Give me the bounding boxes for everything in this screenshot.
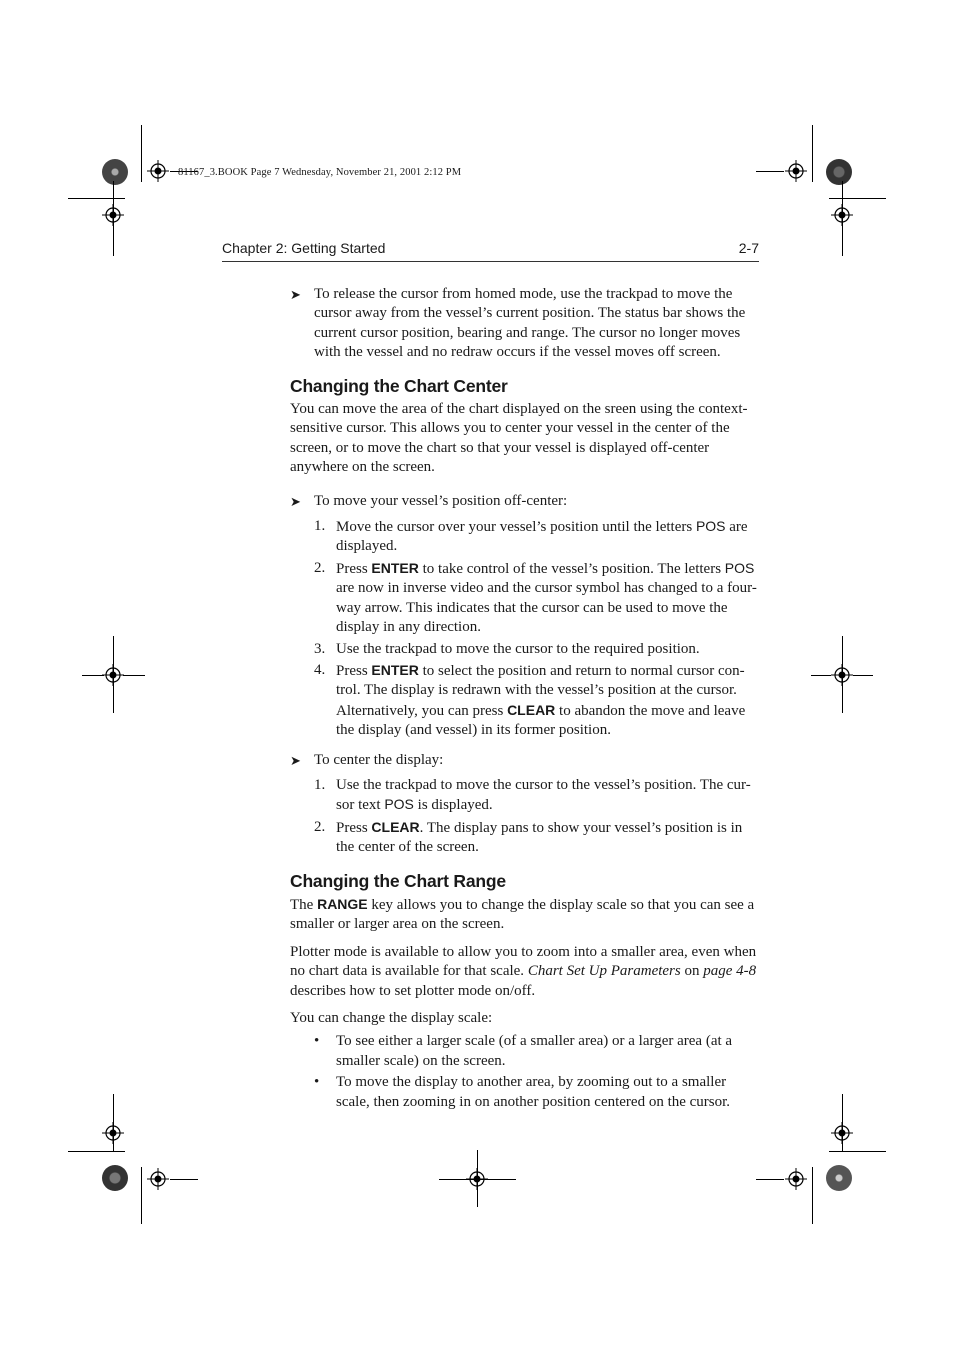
crop-mark xyxy=(812,125,813,182)
crop-mark xyxy=(811,675,831,676)
step-text: to abandon the move and leave the display (and vessel) in its former position. xyxy=(336,702,746,739)
list-item xyxy=(314,776,760,816)
body-paragraph: You can change the display scale: xyxy=(290,1010,493,1026)
key-name: CLEAR xyxy=(371,818,420,835)
crop-mark xyxy=(113,1094,114,1151)
crop-mark xyxy=(170,1179,198,1180)
list-item xyxy=(314,661,760,741)
crop-mark xyxy=(113,181,114,256)
step-text: is displayed. xyxy=(413,797,493,814)
screen-text: POS xyxy=(724,559,755,576)
list-number: 2. xyxy=(314,559,326,576)
crop-mark xyxy=(68,1151,125,1152)
registration-mark-icon xyxy=(785,160,807,182)
key-name: ENTER xyxy=(371,559,419,576)
paragraph-text: Plotter mode is available to allow you to zoom into a smaller area, even when no chart data is available for that scale. xyxy=(290,943,757,980)
step-text: Press xyxy=(336,560,372,577)
section-heading: Changing the Chart Center xyxy=(290,375,508,396)
print-slug: 81167_3.BOOK Page 7 Wednesday, November 21, 2001 2:12 PM xyxy=(178,167,462,178)
color-bar-disk-icon xyxy=(102,1165,128,1191)
step-text: are displayed. xyxy=(336,519,748,555)
procedure-title-text: To center the display: xyxy=(314,751,444,768)
step-text: Press xyxy=(336,819,372,836)
list-item xyxy=(314,517,760,557)
list-item xyxy=(314,559,760,638)
crop-mark xyxy=(756,1179,784,1180)
page-number: 2-7 xyxy=(738,240,759,256)
procedure-title xyxy=(290,492,760,511)
key-name: CLEAR xyxy=(507,701,556,718)
step-text: Use the trackpad to move the cursor to the vessel’s position. The cur-sor text xyxy=(336,776,751,814)
crop-mark xyxy=(853,675,873,676)
paragraph-text: describes how to set plotter mode on/off. xyxy=(290,982,536,999)
crop-mark xyxy=(842,181,843,256)
crop-mark xyxy=(141,125,142,182)
crop-mark xyxy=(82,675,104,676)
body-paragraph xyxy=(290,943,760,1001)
step-text: to take control of the vessel’s position. The letters xyxy=(418,560,725,577)
procedure-step xyxy=(290,285,760,363)
registration-mark-icon xyxy=(147,1168,169,1190)
step-arrow-icon: ➤ xyxy=(290,287,301,302)
key-name: RANGE xyxy=(317,895,368,912)
crop-mark xyxy=(68,198,125,199)
body-paragraph xyxy=(290,895,760,935)
crop-mark xyxy=(141,1167,142,1224)
registration-mark-icon xyxy=(785,1168,807,1190)
bullet-text: To see either a larger scale (of a smaller area) or a larger area (at a smaller scale) on the screen. xyxy=(336,1033,733,1069)
procedure-title-text: To move your vessel’s position off-center: xyxy=(314,492,568,509)
list-item xyxy=(314,1032,760,1071)
bullet-list xyxy=(314,1032,760,1112)
paragraph-text: The xyxy=(290,896,318,913)
crop-mark xyxy=(123,675,145,676)
crop-mark xyxy=(842,636,843,713)
list-number: 1. xyxy=(314,518,326,535)
numbered-list xyxy=(314,776,760,858)
paragraph-text: key allows you to change the display scale so that you can see a smaller or larger area on the screen. xyxy=(290,896,755,933)
section-heading: Changing the Chart Range xyxy=(290,870,506,891)
step-text: . The display pans to show your vessel’s position is in the center of the screen. xyxy=(336,819,743,856)
paragraph-text: on xyxy=(680,963,704,980)
color-bar-disk-icon xyxy=(826,1165,852,1191)
list-number: 1. xyxy=(314,776,326,793)
cross-reference: page 4-8 xyxy=(703,963,757,980)
list-number: 2. xyxy=(314,818,326,835)
page-body xyxy=(290,285,760,1114)
running-header-chapter: Chapter 2: Getting Started xyxy=(222,240,386,256)
step-text: to select the position and return to normal cursor con-trol. The display is redrawn with the vessel’s position at the cursor. Alternatively, you can press xyxy=(336,662,745,719)
step-arrow-icon: ➤ xyxy=(290,752,301,768)
step-text: Move the cursor over your vessel’s position until the letters xyxy=(336,519,696,536)
key-name: ENTER xyxy=(371,661,419,678)
crop-mark xyxy=(842,1094,843,1151)
screen-text: POS xyxy=(384,796,414,813)
crop-mark xyxy=(829,198,886,199)
step-text: Use the trackpad to move the cursor to the required position. xyxy=(336,640,700,657)
crop-mark xyxy=(113,636,114,713)
screen-text: POS xyxy=(695,518,726,535)
color-bar-disk-icon xyxy=(826,159,852,185)
crop-mark xyxy=(756,171,784,172)
body-paragraph: You can move the area of the chart displayed on the sreen using the context-sensitive cursor. This allows you to center your vessel in the center of the screen, or to move the chart so that your vessel is displayed off-center anywhere on the screen. xyxy=(290,401,748,476)
bullet-text: To move the display to another area, by zooming out to a smaller scale, then zooming in on another position centered on the cursor. xyxy=(336,1074,731,1110)
list-number: 4. xyxy=(314,661,326,678)
numbered-list xyxy=(314,517,760,740)
crop-mark xyxy=(812,1167,813,1224)
color-bar-disk-icon xyxy=(102,159,128,185)
list-item xyxy=(314,818,760,858)
crop-mark xyxy=(477,1150,478,1207)
list-item xyxy=(314,1073,760,1112)
cross-reference: Chart Set Up Parameters xyxy=(527,963,681,980)
registration-mark-icon xyxy=(147,160,169,182)
crop-mark xyxy=(829,1151,886,1152)
step-arrow-icon: ➤ xyxy=(290,493,301,509)
step-text: are now in inverse video and the cursor symbol has changed to a four-way arrow. This indicates that the cursor can be used to move the display in any direction. xyxy=(336,580,757,636)
bullet-icon: • xyxy=(314,1074,320,1091)
intro-step-text: To release the cursor from homed mode, use the trackpad to move the cursor away from the vessel’s current position. The status bar shows the current cursor position, bearing and range. The cursor no longer moves with the vessel and no redraw occurs if the vessel moves off screen. xyxy=(314,286,746,361)
procedure-title xyxy=(290,751,760,770)
step-text: Press xyxy=(336,662,372,679)
list-number: 3. xyxy=(314,640,326,657)
list-item xyxy=(314,640,760,659)
header-rule xyxy=(222,261,759,262)
bullet-icon: • xyxy=(314,1033,320,1050)
